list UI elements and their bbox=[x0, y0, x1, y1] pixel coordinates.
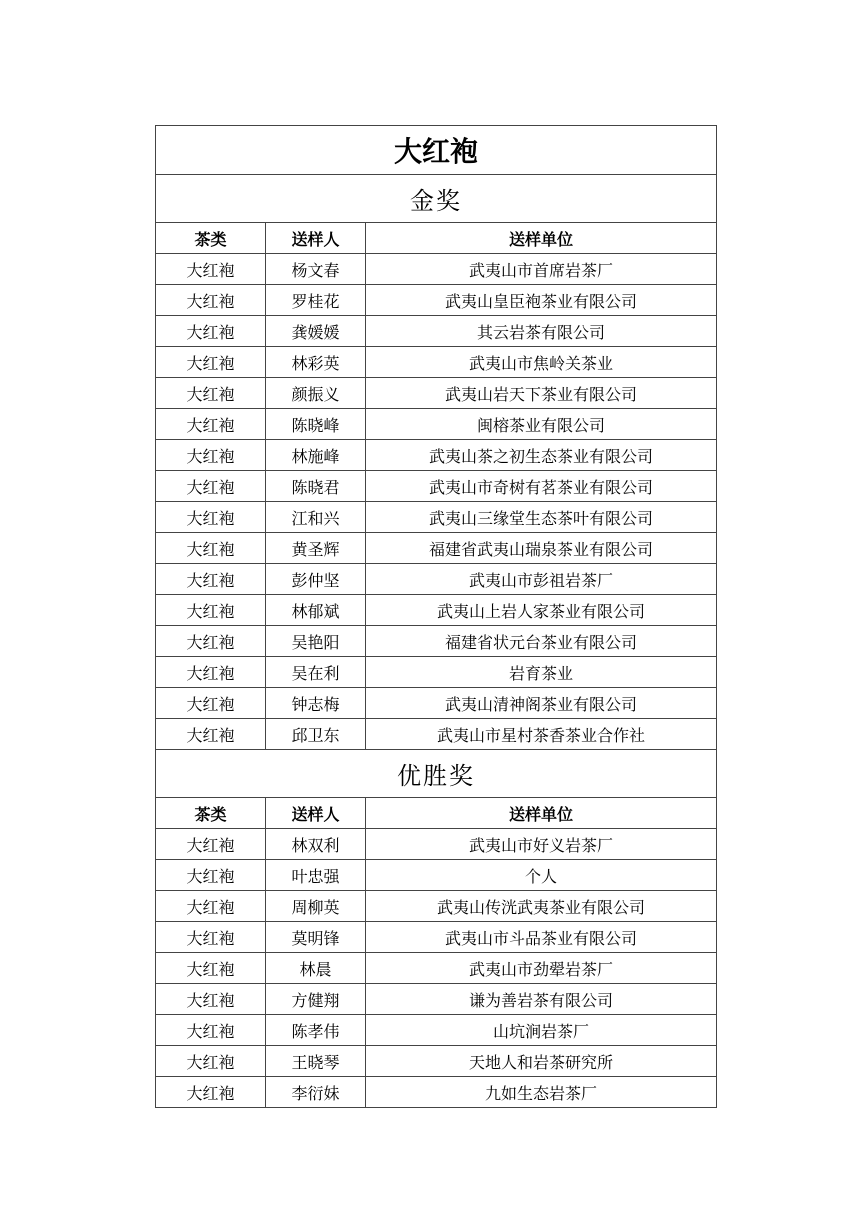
sender-unit-cell: 福建省状元台茶业有限公司 bbox=[366, 626, 717, 657]
tea-type-cell: 大红袍 bbox=[156, 254, 266, 285]
section-row bbox=[156, 750, 717, 798]
sender-unit-cell: 武夷山岩天下茶业有限公司 bbox=[366, 378, 717, 409]
column-header-row bbox=[156, 223, 717, 254]
sender-cell: 彭仲坚 bbox=[266, 564, 366, 595]
tea-type-cell: 大红袍 bbox=[156, 502, 266, 533]
sender-unit-cell: 武夷山上岩人家茶业有限公司 bbox=[366, 595, 717, 626]
header-sender: 送样人 bbox=[266, 798, 366, 829]
tea-type-cell: 大红袍 bbox=[156, 688, 266, 719]
tea-type-cell: 大红袍 bbox=[156, 378, 266, 409]
table-row bbox=[156, 688, 717, 719]
sender-cell: 陈孝伟 bbox=[266, 1015, 366, 1046]
tea-type-cell: 大红袍 bbox=[156, 440, 266, 471]
tea-type-cell: 大红袍 bbox=[156, 1077, 266, 1108]
sender-unit-cell: 武夷山茶之初生态茶业有限公司 bbox=[366, 440, 717, 471]
tea-type-cell: 大红袍 bbox=[156, 719, 266, 750]
table-row bbox=[156, 471, 717, 502]
table-row bbox=[156, 1077, 717, 1108]
sender-cell: 罗桂花 bbox=[266, 285, 366, 316]
sender-cell: 杨文春 bbox=[266, 254, 366, 285]
tea-type-cell: 大红袍 bbox=[156, 347, 266, 378]
sender-unit-cell: 个人 bbox=[366, 860, 717, 891]
column-header-row bbox=[156, 798, 717, 829]
table-row bbox=[156, 254, 717, 285]
section-title: 优胜奖 bbox=[156, 750, 717, 798]
sender-unit-cell: 武夷山市劲翚岩茶厂 bbox=[366, 953, 717, 984]
sender-unit-cell: 岩育茶业 bbox=[366, 657, 717, 688]
header-sender-unit: 送样单位 bbox=[366, 223, 717, 254]
sender-cell: 邱卫东 bbox=[266, 719, 366, 750]
header-sender: 送样人 bbox=[266, 223, 366, 254]
header-sender-unit: 送样单位 bbox=[366, 798, 717, 829]
table-row bbox=[156, 984, 717, 1015]
sender-unit-cell: 其云岩茶有限公司 bbox=[366, 316, 717, 347]
sender-unit-cell: 武夷山市星村茶香茶业合作社 bbox=[366, 719, 717, 750]
award-table bbox=[155, 125, 717, 1108]
sender-cell: 李衍妹 bbox=[266, 1077, 366, 1108]
sender-unit-cell: 武夷山市焦岭关茶业 bbox=[366, 347, 717, 378]
sender-cell: 陈晓君 bbox=[266, 471, 366, 502]
tea-type-cell: 大红袍 bbox=[156, 285, 266, 316]
sender-cell: 林双利 bbox=[266, 829, 366, 860]
sender-unit-cell: 福建省武夷山瑞泉茶业有限公司 bbox=[366, 533, 717, 564]
sender-cell: 林晨 bbox=[266, 953, 366, 984]
table-row bbox=[156, 829, 717, 860]
tea-type-cell: 大红袍 bbox=[156, 984, 266, 1015]
header-tea-type: 茶类 bbox=[156, 798, 266, 829]
table-row bbox=[156, 719, 717, 750]
tea-type-cell: 大红袍 bbox=[156, 829, 266, 860]
tea-type-cell: 大红袍 bbox=[156, 860, 266, 891]
sender-cell: 吴艳阳 bbox=[266, 626, 366, 657]
tea-type-cell: 大红袍 bbox=[156, 533, 266, 564]
tea-type-cell: 大红袍 bbox=[156, 409, 266, 440]
table-row bbox=[156, 626, 717, 657]
sender-cell: 莫明锋 bbox=[266, 922, 366, 953]
sender-unit-cell: 武夷山三缘堂生态茶叶有限公司 bbox=[366, 502, 717, 533]
sender-cell: 颜振义 bbox=[266, 378, 366, 409]
table-row bbox=[156, 922, 717, 953]
tea-type-cell: 大红袍 bbox=[156, 1046, 266, 1077]
tea-type-cell: 大红袍 bbox=[156, 953, 266, 984]
table-row bbox=[156, 285, 717, 316]
tea-type-cell: 大红袍 bbox=[156, 1015, 266, 1046]
sender-cell: 王晓琴 bbox=[266, 1046, 366, 1077]
sender-cell: 江和兴 bbox=[266, 502, 366, 533]
sender-unit-cell: 武夷山皇臣袍茶业有限公司 bbox=[366, 285, 717, 316]
table-row bbox=[156, 347, 717, 378]
sender-cell: 林郁斌 bbox=[266, 595, 366, 626]
table-row bbox=[156, 860, 717, 891]
tea-type-cell: 大红袍 bbox=[156, 657, 266, 688]
table-row bbox=[156, 378, 717, 409]
sender-unit-cell: 武夷山市斗品茶业有限公司 bbox=[366, 922, 717, 953]
sender-unit-cell: 武夷山清神阁茶业有限公司 bbox=[366, 688, 717, 719]
sender-unit-cell: 武夷山市彭祖岩茶厂 bbox=[366, 564, 717, 595]
section-title: 金奖 bbox=[156, 175, 717, 223]
sender-unit-cell: 武夷山市奇树有茗茶业有限公司 bbox=[366, 471, 717, 502]
table-title: 大红袍 bbox=[156, 126, 717, 175]
table-row bbox=[156, 502, 717, 533]
section-row bbox=[156, 175, 717, 223]
table-row bbox=[156, 440, 717, 471]
tea-type-cell: 大红袍 bbox=[156, 626, 266, 657]
tea-type-cell: 大红袍 bbox=[156, 595, 266, 626]
sender-cell: 叶忠强 bbox=[266, 860, 366, 891]
table-row bbox=[156, 1015, 717, 1046]
tea-type-cell: 大红袍 bbox=[156, 316, 266, 347]
award-table-body bbox=[156, 126, 717, 1108]
sender-cell: 林彩英 bbox=[266, 347, 366, 378]
header-tea-type: 茶类 bbox=[156, 223, 266, 254]
sender-unit-cell: 天地人和岩茶研究所 bbox=[366, 1046, 717, 1077]
table-row bbox=[156, 891, 717, 922]
tea-type-cell: 大红袍 bbox=[156, 922, 266, 953]
table-row bbox=[156, 533, 717, 564]
sender-unit-cell: 九如生态岩茶厂 bbox=[366, 1077, 717, 1108]
sender-cell: 方健翔 bbox=[266, 984, 366, 1015]
table-row bbox=[156, 657, 717, 688]
sender-cell: 周柳英 bbox=[266, 891, 366, 922]
sender-cell: 钟志梅 bbox=[266, 688, 366, 719]
tea-type-cell: 大红袍 bbox=[156, 891, 266, 922]
table-row bbox=[156, 595, 717, 626]
sender-unit-cell: 谦为善岩茶有限公司 bbox=[366, 984, 717, 1015]
tea-type-cell: 大红袍 bbox=[156, 471, 266, 502]
sender-unit-cell: 闽榕茶业有限公司 bbox=[366, 409, 717, 440]
sender-cell: 龚媛媛 bbox=[266, 316, 366, 347]
sender-unit-cell: 武夷山市好义岩茶厂 bbox=[366, 829, 717, 860]
table-row bbox=[156, 953, 717, 984]
table-row bbox=[156, 564, 717, 595]
sender-unit-cell: 武夷山市首席岩茶厂 bbox=[366, 254, 717, 285]
sender-unit-cell: 武夷山传洸武夷茶业有限公司 bbox=[366, 891, 717, 922]
tea-type-cell: 大红袍 bbox=[156, 564, 266, 595]
table-row bbox=[156, 409, 717, 440]
sender-cell: 黄圣辉 bbox=[266, 533, 366, 564]
sender-cell: 吴在利 bbox=[266, 657, 366, 688]
table-row bbox=[156, 316, 717, 347]
table-row bbox=[156, 1046, 717, 1077]
sender-cell: 林施峰 bbox=[266, 440, 366, 471]
sender-unit-cell: 山坑涧岩茶厂 bbox=[366, 1015, 717, 1046]
title-row bbox=[156, 126, 717, 175]
sender-cell: 陈晓峰 bbox=[266, 409, 366, 440]
